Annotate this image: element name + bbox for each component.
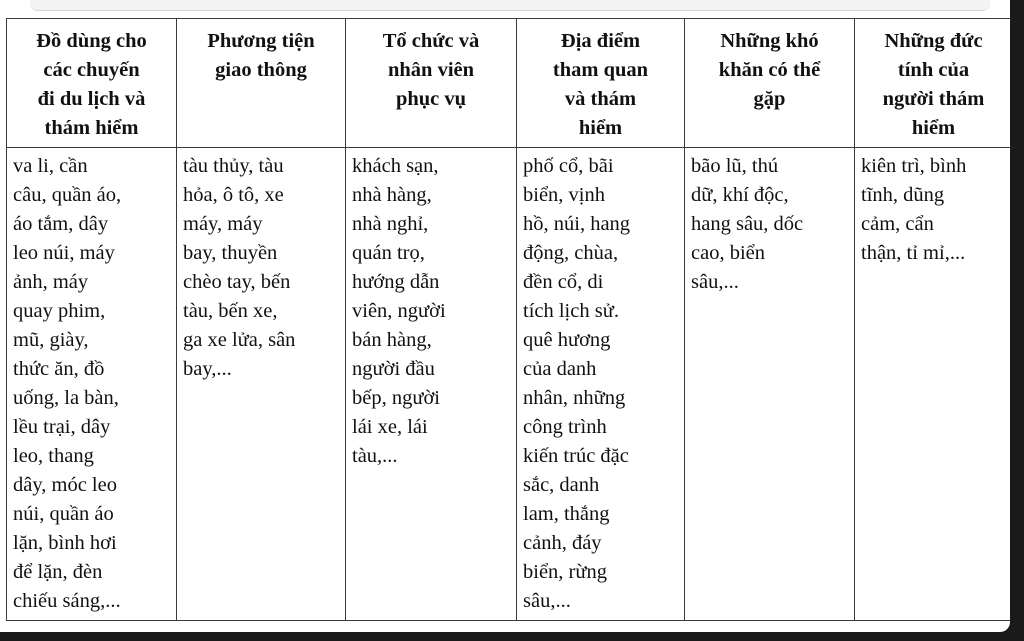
- table-row: [7, 148, 1011, 621]
- travel-exploration-table: [6, 18, 1010, 621]
- header-cell: Tổ chức và nhân viên phục vụ: [346, 19, 517, 148]
- header-cell: Những đức tính của người thám hiểm: [855, 19, 1011, 148]
- table-cell: phố cổ, bãi biển, vịnh hồ, núi, hang động, chùa, đền cổ, di tích lịch sử. quê hương của danh nhân, những công trình kiến trúc đặc sắc, danh lam, thắng cảnh, đáy biển, rừng sâu,...: [517, 148, 685, 621]
- header-cell: Những khó khăn có thể gặp: [685, 19, 855, 148]
- header-cell: Đồ dùng cho các chuyến đi du lịch và thám hiểm: [7, 19, 177, 148]
- table-cell: khách sạn, nhà hàng, nhà nghỉ, quán trọ, hướng dẫn viên, người bán hàng, người đầu bếp, người lái xe, lái tàu,...: [346, 148, 517, 621]
- table-cell: va li, cần câu, quần áo, áo tắm, dây leo núi, máy ảnh, máy quay phim, mũ, giày, thức ăn, đồ uống, la bàn, lều trại, dây leo, thang dây, móc leo núi, quần áo lặn, bình hơi để lặn, đèn chiếu sáng,...: [7, 148, 177, 621]
- header-cell: Phương tiện giao thông: [177, 19, 346, 148]
- table-cell: tàu thủy, tàu hỏa, ô tô, xe máy, máy bay, thuyền chèo tay, bến tàu, bến xe, ga xe lửa, sân bay,...: [177, 148, 346, 621]
- header-cell: Địa điểm tham quan và thám hiểm: [517, 19, 685, 148]
- table-header-row: [7, 19, 1011, 148]
- table-cell: kiên trì, bình tĩnh, dũng cảm, cẩn thận, tỉ mỉ,...: [855, 148, 1011, 621]
- window-top-edge: [30, 0, 990, 11]
- table-cell: bão lũ, thú dữ, khí độc, hang sâu, dốc cao, biển sâu,...: [685, 148, 855, 621]
